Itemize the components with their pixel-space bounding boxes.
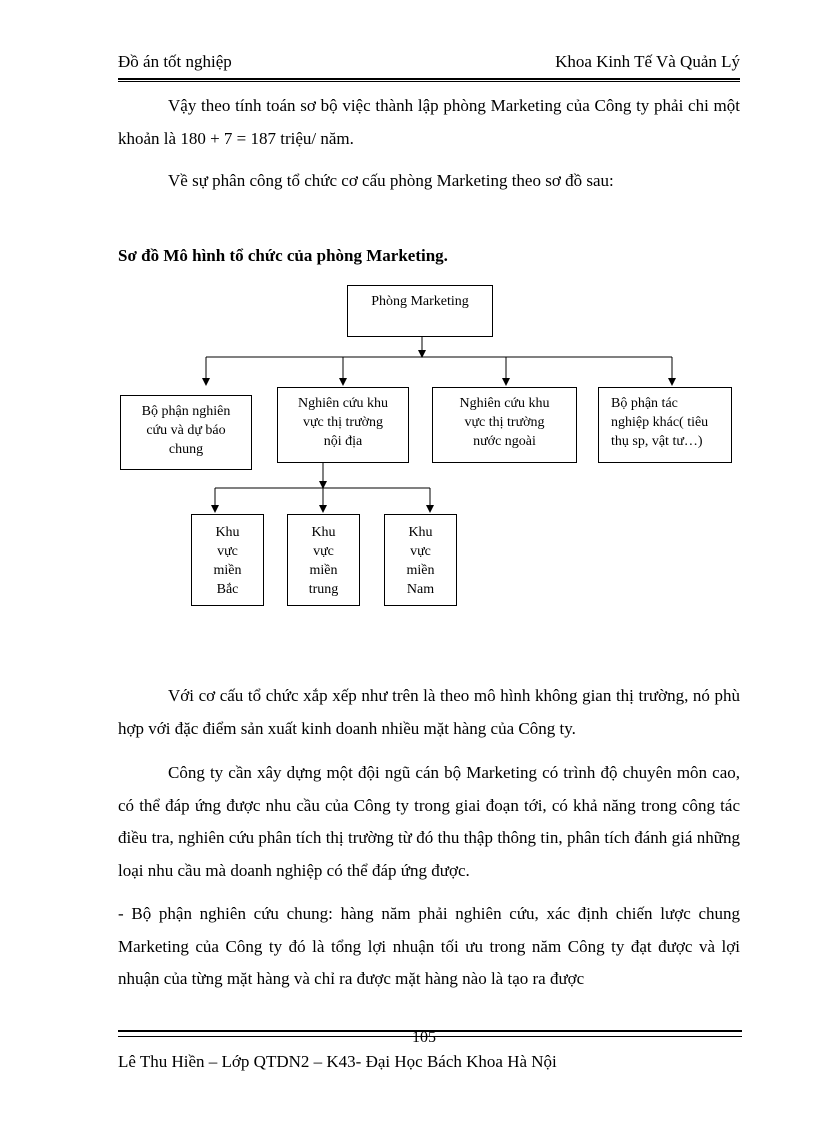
paragraph-5: - Bộ phận nghiên cứu chung: hàng năm phải nghiên cứu, xác định chiến lược chung Marketing của Công ty đó là tổng lợi nhuận tối ưu trong năm Công ty đạt được và lợi nhuận của từng mặt hàng và chỉ ra được mặt hàng nào là tạo ra được: [118, 904, 740, 988]
paragraph-3: Với cơ cấu tổ chức xắp xếp như trên là theo mô hình không gian thị trường, nó phù hợp với đặc điểm sản xuất kinh doanh nhiều mặt hàng của Công ty.: [118, 686, 740, 738]
box-line: nghiệp khác( tiêu: [611, 415, 709, 430]
box-foreign-research: [432, 387, 577, 463]
box-line: miền: [213, 563, 242, 578]
box-line: vực: [410, 544, 431, 559]
box-line: Khu: [215, 525, 240, 540]
box-line: Khu: [408, 525, 433, 540]
box-line: vực thị trường: [302, 415, 384, 430]
box-line: vực: [313, 544, 334, 559]
box-line: Nghiên cứu khu: [459, 396, 550, 411]
page-number: 105: [412, 1029, 436, 1046]
box-line: thụ sp, vật tư…): [611, 434, 703, 449]
box-line: Bộ phận tác: [611, 396, 678, 411]
box-line: miền: [406, 563, 435, 578]
box-other-operations: [598, 387, 732, 463]
arrow-box4: [668, 378, 676, 386]
box-line: miền: [309, 563, 338, 578]
arrow-box3: [502, 378, 510, 386]
box-marketing-department: [347, 285, 493, 337]
arrow-central: [319, 505, 327, 513]
arrow-box2: [339, 378, 347, 386]
box-line: nước ngoài: [473, 434, 536, 449]
box-line: Nghiên cứu khu: [297, 396, 388, 411]
box-line: cứu và dự báo: [146, 423, 226, 438]
box-domestic-research: [277, 387, 409, 463]
arrow-box1: [202, 378, 210, 386]
box-north-region: [191, 514, 264, 606]
box-line: Bộ phận nghiên: [141, 404, 231, 419]
box-line: Khu: [311, 525, 336, 540]
box-south-region: [384, 514, 457, 606]
box-line: trung: [308, 582, 339, 597]
box-line: vực thị trường: [464, 415, 545, 430]
paragraph-2: Về sự phân công tổ chức cơ cấu phòng Marketing theo sơ đồ sau:: [168, 171, 614, 190]
header-right: Khoa Kinh Tế Và Quản Lý: [555, 52, 740, 71]
diagram-title: Sơ đồ Mô hình tổ chức của phòng Marketing.: [118, 246, 448, 265]
paragraph-4: Công ty cần xây dựng một đội ngũ cán bộ Marketing có trình độ chuyên môn cao, có thể đáp ứng được nhu cầu của Công ty trong giai đoạn tới, có khả năng trong công tác điều tra, nghiên cứu phân tích thị trường từ đó thu thập thông tin, phân tích đánh giá những loại nhu cầu mà doanh nghiệp có thể đáp ứng được.: [118, 763, 740, 880]
box-general-research: [120, 395, 252, 470]
arrow-south: [426, 505, 434, 513]
arrow-north: [211, 505, 219, 513]
paragraph-1: Vậy theo tính toán sơ bộ việc thành lập phòng Marketing của Công ty phải chi một khoản là 180 + 7 = 187 triệu/ năm.: [118, 96, 740, 148]
box-line: chung: [168, 442, 204, 457]
header-left: Đồ án tốt nghiệp: [118, 52, 232, 71]
box-line: vực: [217, 544, 238, 559]
box-central-region: [287, 514, 360, 606]
footer-text: Lê Thu Hiền – Lớp QTDN2 – K43- Đại Học Bách Khoa Hà Nội: [118, 1052, 557, 1071]
box-marketing-department-label: Phòng Marketing: [371, 294, 469, 309]
box-line: Nam: [406, 582, 435, 597]
box-line: nội địa: [323, 434, 363, 449]
box-line: Bắc: [216, 582, 239, 597]
